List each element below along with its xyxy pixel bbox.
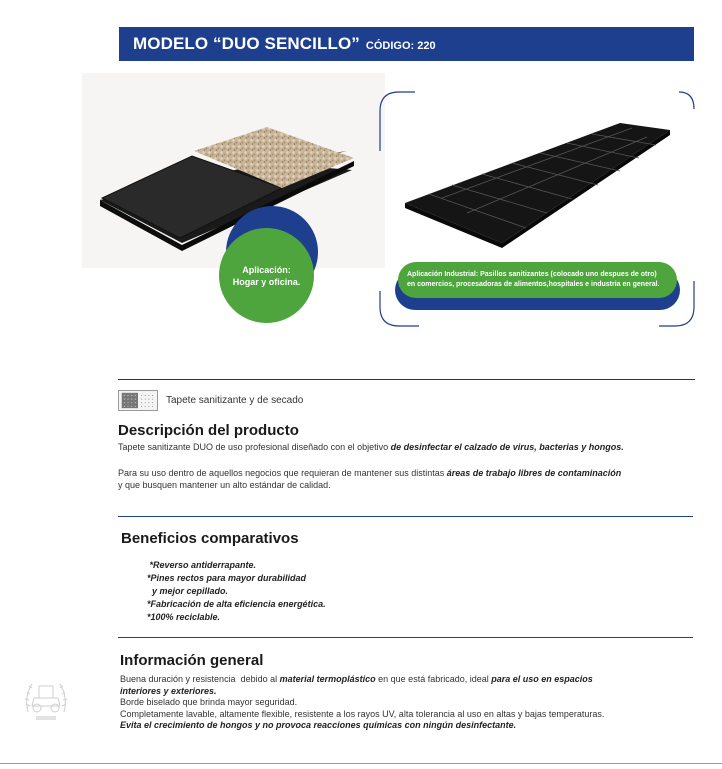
product-code: CÓDIGO: 220 (365, 39, 436, 52)
description-text: Tapete sanitizante DUO de uso profesional diseñado con el objetivo (118, 442, 391, 452)
product-photo-industrial-mats (402, 118, 672, 248)
info-body (120, 674, 700, 732)
application-industrial-badge (398, 262, 677, 298)
info-text: en que está fabricado, ideal (375, 674, 492, 684)
description-text: y que busquen mantener un alto estándar de calidad. (118, 480, 331, 490)
info-title: Información general (120, 652, 264, 669)
header-banner (119, 27, 694, 61)
application-home-value: Hogar y oficina. (232, 276, 301, 287)
benefit-item: *Pines rectos para mayor durabilidad (147, 573, 307, 583)
info-line: Borde biselado que brinda mayor seguridad. (120, 697, 298, 707)
benefit-item: *100% reciclable. (147, 612, 221, 622)
benefit-item: y mejor cepillado. (147, 586, 229, 596)
description-paragraph-2 (118, 467, 698, 491)
description-text: Para su uso dentro de aquellos negocios que requieran de mantener sus distintas (118, 468, 447, 478)
info-emphasis: material termoplástico (279, 674, 376, 684)
info-line: Completamente lavable, altamente flexible, resistente a los rayos UV, alta tolerancia al uso en altas y bajas temperaturas. (120, 708, 605, 719)
info-line (120, 674, 700, 686)
benefit-item: *Fabricación de alta eficiencia energética. (147, 599, 326, 609)
application-home-label: Aplicación: (242, 264, 291, 275)
product-type-label: Tapete sanitizante y de secado (166, 395, 304, 406)
divider (118, 379, 695, 380)
application-home-badge (219, 228, 314, 323)
divider (118, 637, 693, 638)
description-paragraph-1 (118, 441, 698, 453)
divider (118, 516, 693, 517)
benefit-item: *Reverso antiderrapante. (147, 560, 257, 570)
description-emphasis: de desinfectar el calzado de virus, bacterias y hongos. (390, 442, 624, 452)
info-text: Buena duración y resistencia debido al (120, 674, 280, 684)
benefits-list (147, 559, 326, 624)
texture-swatch-icon (118, 390, 158, 411)
application-industrial-line2: en comercios, procesadoras de alimentos,hospitales e industria en general. (407, 281, 660, 288)
footer-divider (0, 763, 722, 764)
description-title: Descripción del producto (118, 422, 299, 439)
application-industrial-line1: Aplicación Industrial: Pasillos sanitizantes (colocado uno despues de otro) (407, 271, 657, 278)
info-line: interiores y exteriores. (120, 685, 217, 696)
benefits-title: Beneficios comparativos (121, 530, 299, 547)
info-line: Evita el crecimiento de hongos y no provoca reacciones químicas con ningún desinfectante. (120, 720, 517, 730)
model-title: MODELO “DUO SENCILLO” (133, 34, 360, 53)
info-emphasis: para el uso en espacios (491, 674, 593, 684)
description-emphasis: áreas de trabajo libres de contaminación (446, 468, 622, 478)
vintage-car-emblem-icon (22, 672, 70, 724)
